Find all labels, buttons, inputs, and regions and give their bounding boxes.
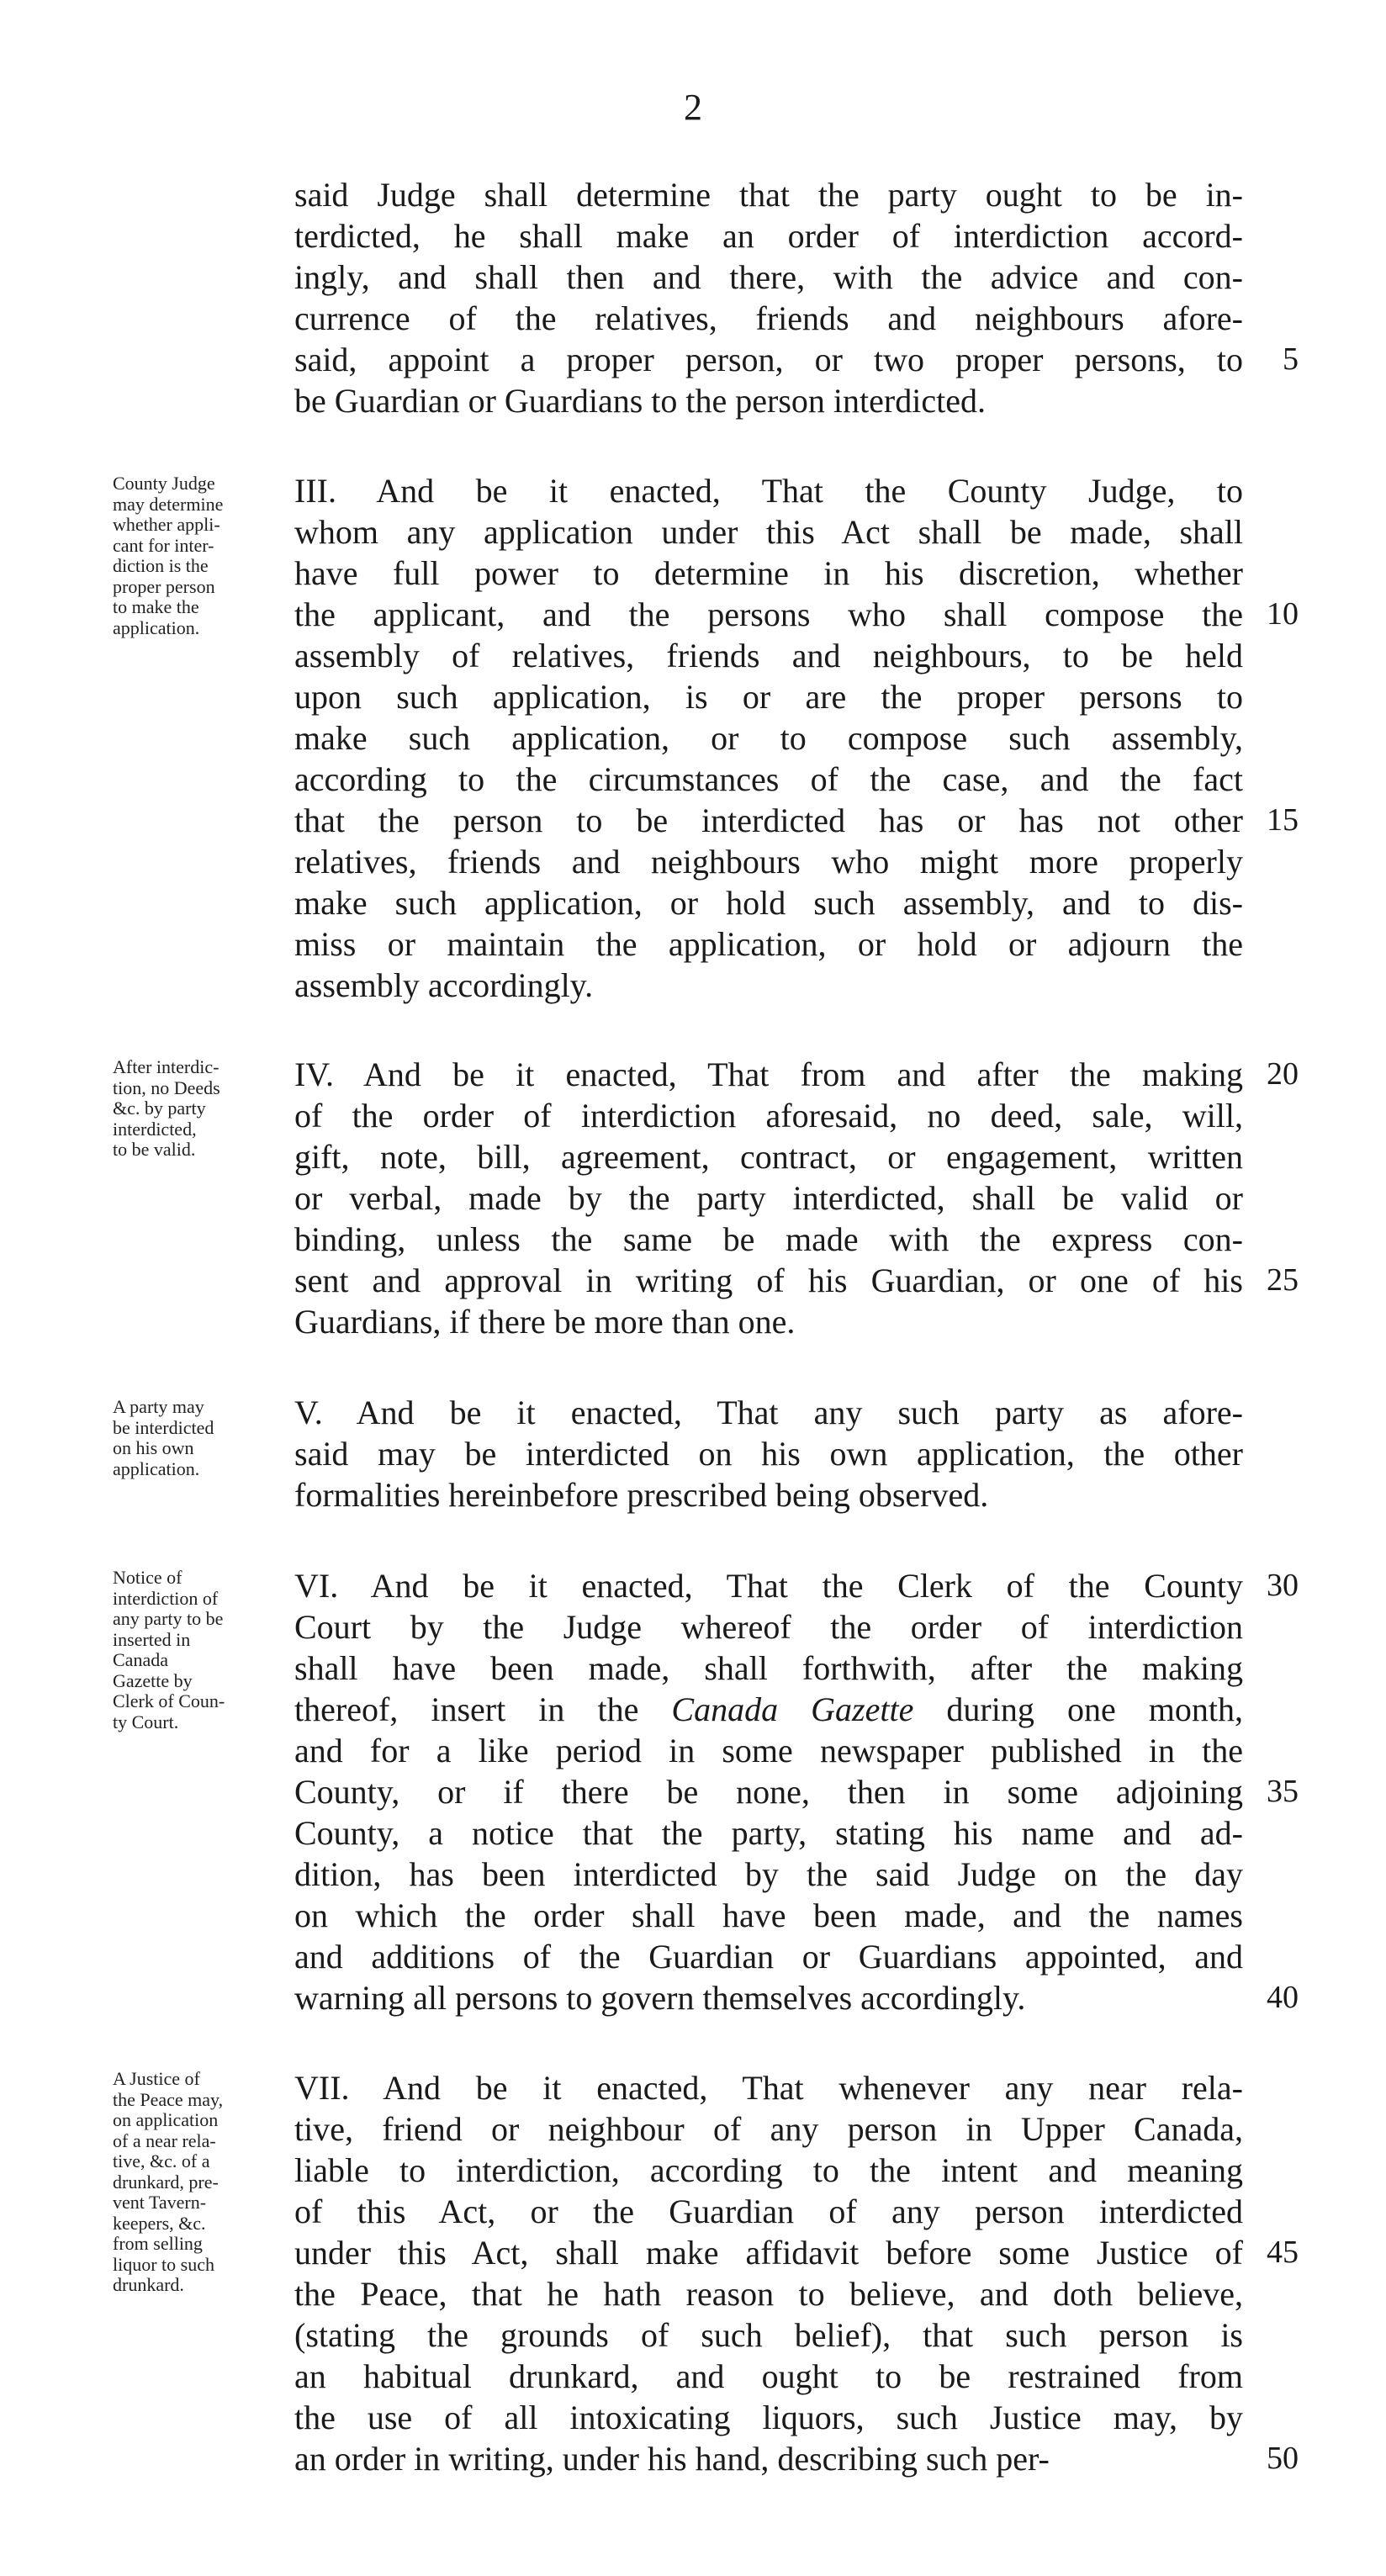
text-line: sent and approval in writing of his Guardian, or one of his <box>294 1262 1243 1299</box>
margin-note-line: vent Tavern- <box>113 2192 207 2213</box>
text-line: Guardians, if there be more than one. <box>294 1303 796 1341</box>
line-number: 15 <box>1267 802 1299 838</box>
text-line: Court by the Judge whereof the order of interdiction <box>294 1608 1243 1646</box>
margin-note <box>113 2069 291 2296</box>
margin-note-line: liquor to such <box>113 2253 214 2275</box>
margin-note-line: application. <box>113 1457 200 1479</box>
text-line: according to the circumstances of the case, and the fact <box>294 760 1243 798</box>
text-line: IV. And be it enacted, That from and after the making <box>294 1055 1243 1093</box>
margin-note <box>113 1397 291 1479</box>
line-number: 45 <box>1267 2235 1299 2270</box>
text-line: miss or maintain the application, or hold or adjourn the <box>294 925 1243 963</box>
margin-note-line: Clerk of Coun- <box>113 1690 225 1711</box>
line-number: 30 <box>1267 1568 1299 1603</box>
margin-note-line: County Judge <box>113 473 215 494</box>
line-number: 25 <box>1267 1262 1299 1298</box>
text-line: ingly, and shall then and there, with the advice and con- <box>294 258 1243 296</box>
line-number: 40 <box>1267 1980 1299 2015</box>
margin-note <box>113 1057 291 1161</box>
page-number: 2 <box>684 87 702 128</box>
margin-note-line: interdiction of <box>113 1587 219 1609</box>
text-line: (stating the grounds of such belief), that such person is <box>294 2316 1243 2354</box>
text-line: assembly of relatives, friends and neighbours, to be held <box>294 637 1243 674</box>
margin-note-line: A party may <box>113 1396 204 1417</box>
line-number: 10 <box>1267 596 1299 632</box>
text-line: an habitual drunkard, and ought to be restrained from <box>294 2357 1243 2395</box>
margin-note-line: Canada <box>113 1649 168 1670</box>
text-line: warning all persons to govern themselves accordingly. <box>294 1979 1026 2017</box>
margin-note-line: cant for inter- <box>113 534 214 556</box>
line-number: 20 <box>1267 1056 1299 1092</box>
margin-note-line: Gazette by <box>113 1669 193 1691</box>
text-line: said may be interdicted on his own application, the other <box>294 1435 1243 1473</box>
text-line: and additions of the Guardian or Guardians appointed, and <box>294 1938 1243 1976</box>
text-line: that the person to be interdicted has or has not other <box>294 801 1243 839</box>
margin-note-line: on his own <box>113 1437 194 1458</box>
line-number: 50 <box>1267 2441 1299 2476</box>
margin-note-line: to be valid. <box>113 1139 196 1160</box>
text-line: and for a like period in some newspaper published in the <box>294 1732 1243 1769</box>
margin-note-line: to make the <box>113 596 199 617</box>
text-line: VI. And be it enacted, That the Clerk of the County <box>294 1567 1243 1605</box>
margin-note-line: of a near rela- <box>113 2129 216 2151</box>
margin-note-line: diction is the <box>113 555 209 576</box>
text-line: under this Act, shall make affidavit before some Justice of <box>294 2234 1243 2272</box>
text-line: formalities hereinbefore prescribed being observed. <box>294 1476 989 1514</box>
margin-note-line: from selling <box>113 2233 203 2254</box>
text-line: the applicant, and the persons who shall compose the <box>294 595 1243 633</box>
margin-note-line: any party to be <box>113 1608 224 1629</box>
text-line: make such application, or hold such assembly, and to dis- <box>294 884 1243 922</box>
text-line: said, appoint a proper person, or two proper persons, to <box>294 341 1243 378</box>
text-line: the use of all intoxicating liquors, such Justice may, by <box>294 2399 1243 2436</box>
text-line: County, or if there be none, then in some adjoining <box>294 1773 1243 1811</box>
margin-note-line: &c. by party <box>113 1098 206 1119</box>
text-line: County, a notice that the party, stating his name and ad- <box>294 1814 1243 1852</box>
margin-note-line: proper person <box>113 575 215 597</box>
margin-note-line: drunkard. <box>113 2274 184 2295</box>
line-number: 35 <box>1267 1774 1299 1809</box>
text-line: be Guardian or Guardians to the person interdicted. <box>294 382 986 420</box>
text-line: relatives, friends and neighbours who might more properly <box>294 843 1243 881</box>
text-line: an order in writing, under his hand, describing such per- <box>294 2440 1050 2478</box>
text-line: binding, unless the same be made with the express con- <box>294 1220 1243 1258</box>
text-line: the Peace, that he hath reason to believe, and doth believe, <box>294 2275 1243 2313</box>
text-line: assembly accordingly. <box>294 966 594 1004</box>
text-line: tive, friend or neighbour of any person in Upper Canada, <box>294 2110 1243 2148</box>
margin-note-line: ty Court. <box>113 1711 179 1732</box>
line-number: 5 <box>1283 341 1299 377</box>
text-line: shall have been made, shall forthwith, after the making <box>294 1649 1243 1687</box>
text-line: VII. And be it enacted, That whenever any near rela- <box>294 2069 1243 2107</box>
margin-note-line: A Justice of <box>113 2068 200 2089</box>
margin-note-line: the Peace may, <box>113 2088 224 2110</box>
text-line: upon such application, is or are the proper persons to <box>294 678 1243 716</box>
margin-note-line: may determine <box>113 493 224 515</box>
text-line: currence of the relatives, friends and neighbours afore- <box>294 299 1243 337</box>
margin-note-line: be interdicted <box>113 1416 214 1438</box>
text-line: III. And be it enacted, That the County Judge, to <box>294 472 1243 510</box>
text-line: gift, note, bill, agreement, contract, or engagement, written <box>294 1138 1243 1176</box>
text-line: on which the order shall have been made, and the names <box>294 1896 1243 1934</box>
margin-note-line: whether appli- <box>113 514 220 535</box>
text-line: or verbal, made by the party interdicted, shall be valid or <box>294 1179 1243 1217</box>
text-line: V. And be it enacted, That any such party as afore- <box>294 1394 1243 1431</box>
text-line: whom any application under this Act shall be made, shall <box>294 513 1243 551</box>
text-line: liable to interdiction, according to the intent and meaning <box>294 2151 1243 2189</box>
margin-note-line: keepers, &c. <box>113 2212 206 2234</box>
text-line: have full power to determine in his discretion, whether <box>294 554 1243 592</box>
margin-note-line: inserted in <box>113 1628 191 1650</box>
margin-note <box>113 1568 291 1732</box>
margin-note-line: on application <box>113 2109 219 2130</box>
text-line: make such application, or to compose such assembly, <box>294 719 1243 757</box>
margin-note-line: tion, no Deeds <box>113 1076 220 1098</box>
text-line: thereof, insert in the Canada Gazette during one month, <box>294 1690 1243 1728</box>
margin-note <box>113 473 291 638</box>
text-line: terdicted, he shall make an order of interdiction accord- <box>294 217 1243 255</box>
margin-note-line: After interdic- <box>113 1056 220 1077</box>
text-line: dition, has been interdicted by the said Judge on the day <box>294 1855 1243 1893</box>
text-line: of this Act, or the Guardian of any person interdicted <box>294 2193 1243 2230</box>
margin-note-line: application. <box>113 616 200 638</box>
text-line: of the order of interdiction aforesaid, no deed, sale, will, <box>294 1097 1243 1135</box>
margin-note-line: Notice of <box>113 1567 183 1588</box>
margin-note-line: drunkard, pre- <box>113 2171 219 2193</box>
margin-note-line: interdicted, <box>113 1118 197 1140</box>
margin-note-line: tive, &c. of a <box>113 2150 210 2171</box>
text-line: said Judge shall determine that the party ought to be in- <box>294 176 1243 214</box>
